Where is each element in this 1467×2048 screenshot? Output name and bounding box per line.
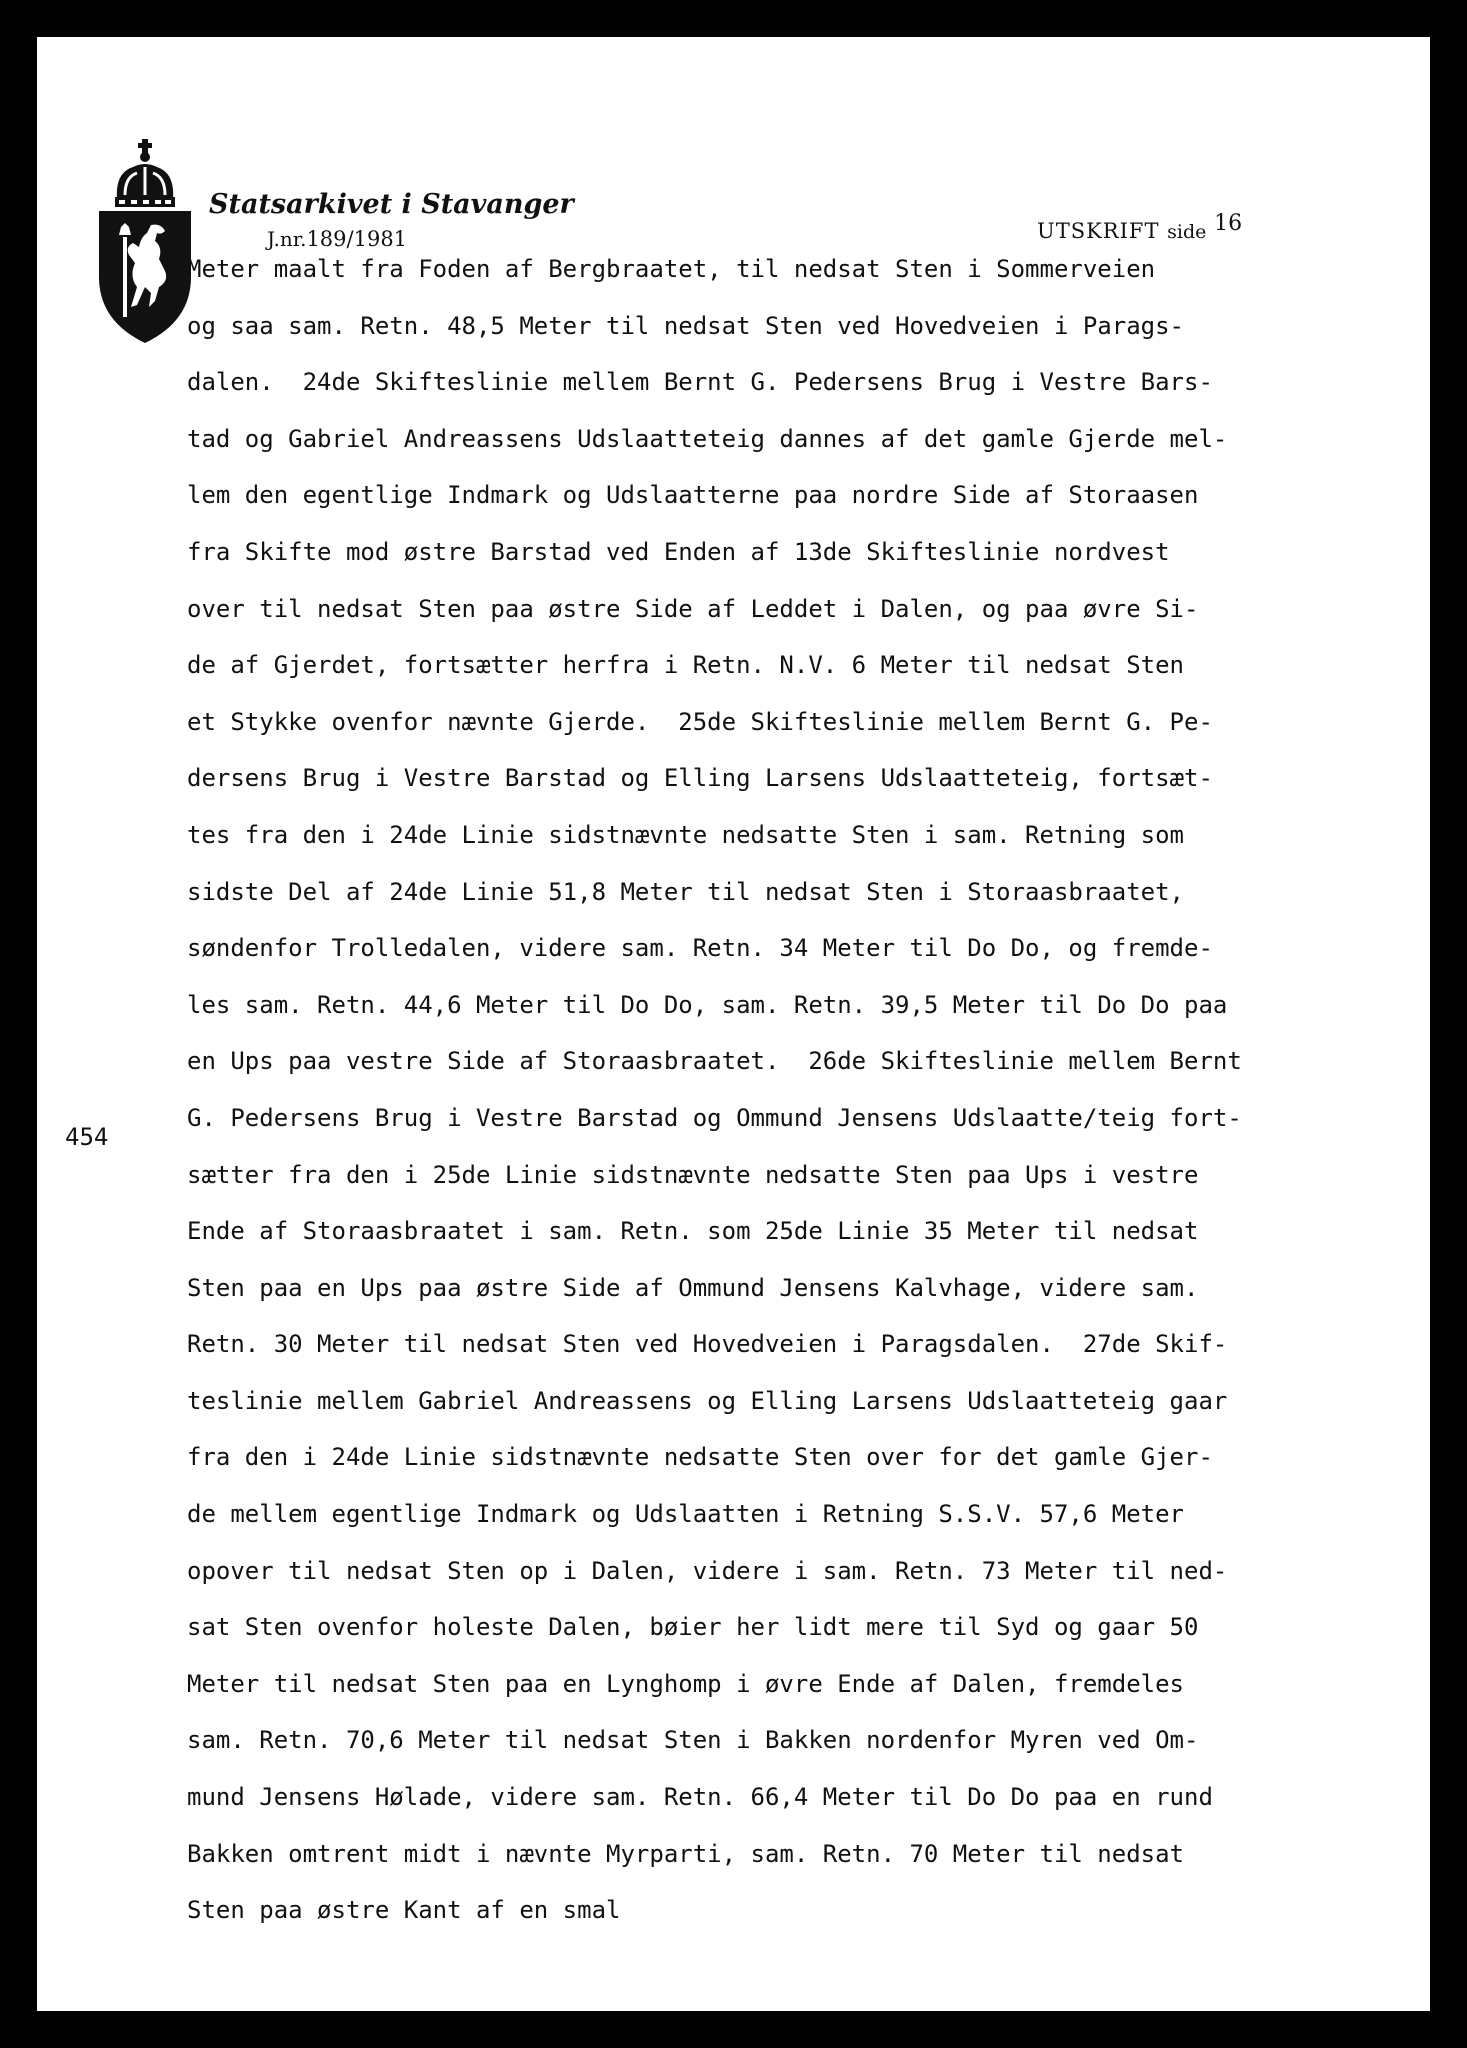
text-line: sam. Retn. 70,6 Meter til nedsat Sten i Bakken nordenfor Myren ved Om- bbox=[187, 1726, 1199, 1755]
text-line: opover til nedsat Sten op i Dalen, videre i sam. Retn. 73 Meter til ned- bbox=[187, 1556, 1228, 1585]
text-line: dalen. 24de Skifteslinie mellem Bernt G. Pedersens Brug i Vestre Bars- bbox=[187, 368, 1213, 397]
journal-number bbox=[267, 227, 407, 251]
norwegian-coat-of-arms-icon bbox=[95, 137, 195, 347]
journal-value: 189/1981 bbox=[306, 227, 408, 251]
text-line: Sten paa østre Kant af en smal bbox=[187, 1896, 621, 1925]
text-line: Bakken omtrent midt i nævnte Myrparti, sam. Retn. 70 Meter til nedsat bbox=[187, 1839, 1184, 1868]
text-line: G. Pedersens Brug i Vestre Barstad og Ommund Jensens Udslaatte/teig fort- bbox=[187, 1103, 1242, 1132]
text-line: over til nedsat Sten paa østre Side af Leddet i Dalen, og paa øvre Si- bbox=[187, 594, 1199, 623]
text-line: les sam. Retn. 44,6 Meter til Do Do, sam. Retn. 39,5 Meter til Do Do paa bbox=[187, 990, 1228, 1019]
text-line: lem den egentlige Indmark og Udslaatterne paa nordre Side af Storaasen bbox=[187, 481, 1199, 510]
text-line: tes fra den i 24de Linie sidstnævnte nedsatte Sten i sam. Retning som bbox=[187, 820, 1184, 849]
text-line: Ende af Storaasbraatet i sam. Retn. som 25de Linie 35 Meter til nedsat bbox=[187, 1217, 1199, 1246]
text-line: en Ups paa vestre Side af Storaasbraatet. 26de Skifteslinie mellem Bernt bbox=[187, 1047, 1242, 1076]
text-line: søndenfor Trolledalen, videre sam. Retn. 34 Meter til Do Do, og fremde- bbox=[187, 934, 1213, 963]
journal-label: J.nr. bbox=[267, 227, 307, 251]
document-page bbox=[37, 37, 1430, 2011]
text-line: fra Skifte mod østre Barstad ved Enden af 13de Skifteslinie nordvest bbox=[187, 537, 1170, 566]
text-line: sat Sten ovenfor holeste Dalen, bøier her lidt mere til Syd og gaar 50 bbox=[187, 1613, 1199, 1642]
text-line: tad og Gabriel Andreassens Udslaatteteig dannes af det gamle Gjerde mel- bbox=[187, 424, 1228, 453]
text-line: Retn. 30 Meter til nedsat Sten ved Hovedveien i Paragsdalen. 27de Skif- bbox=[187, 1330, 1228, 1359]
utskrift-label: UTSKRIFT bbox=[1037, 219, 1160, 243]
text-line: Sten paa en Ups paa østre Side af Ommund Jensens Kalvhage, videre sam. bbox=[187, 1273, 1199, 1302]
text-line: sidste Del af 24de Linie 51,8 Meter til nedsat Sten i Storaasbraatet, bbox=[187, 877, 1184, 906]
text-line: dersens Brug i Vestre Barstad og Elling Larsens Udslaatteteig, fortsæt- bbox=[187, 764, 1213, 793]
text-line: mund Jensens Hølade, videre sam. Retn. 66,4 Meter til Do Do paa en rund bbox=[187, 1783, 1213, 1812]
body-text bbox=[187, 255, 1417, 1953]
page-number: 16 bbox=[1214, 211, 1243, 236]
margin-note: 454 bbox=[65, 1123, 109, 1151]
text-line: sætter fra den i 25de Linie sidstnævnte nedsatte Sten paa Ups i vestre bbox=[187, 1160, 1199, 1189]
text-line: fra den i 24de Linie sidstnævnte nedsatte Sten over for det gamle Gjer- bbox=[187, 1443, 1213, 1472]
text-line: de mellem egentlige Indmark og Udslaatten i Retning S.S.V. 57,6 Meter bbox=[187, 1500, 1184, 1529]
archive-name: Statsarkivet i Stavanger bbox=[209, 189, 574, 220]
text-line: de af Gjerdet, fortsætter herfra i Retn. N.V. 6 Meter til nedsat Sten bbox=[187, 651, 1184, 680]
text-line: et Stykke ovenfor nævnte Gjerde. 25de Skifteslinie mellem Bernt G. Pe- bbox=[187, 707, 1213, 736]
page-heading bbox=[1037, 211, 1243, 244]
text-line: teslinie mellem Gabriel Andreassens og Elling Larsens Udslaatteteig gaar bbox=[187, 1386, 1228, 1415]
text-line: Meter maalt fra Foden af Bergbraatet, til nedsat Sten i Sommerveien bbox=[187, 255, 1156, 283]
text-line: og saa sam. Retn. 48,5 Meter til nedsat Sten ved Hovedveien i Parags- bbox=[187, 311, 1184, 340]
side-label: side bbox=[1167, 221, 1207, 243]
text-line: Meter til nedsat Sten paa en Lynghomp i øvre Ende af Dalen, fremdeles bbox=[187, 1669, 1184, 1698]
